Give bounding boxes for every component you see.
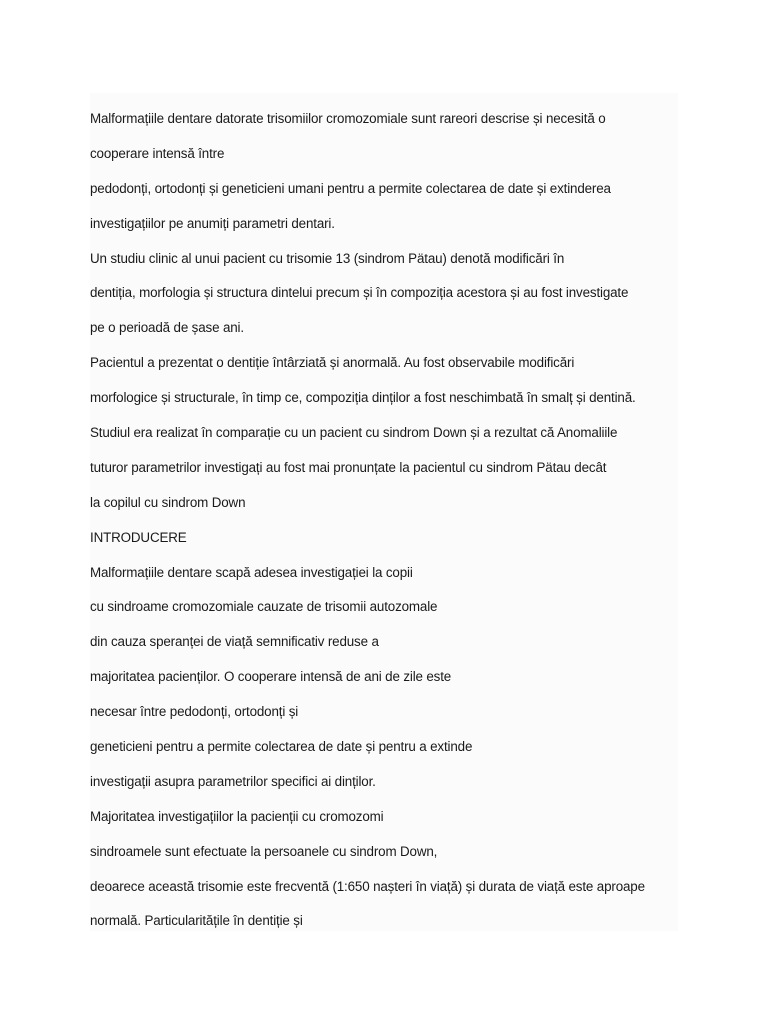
text-line: morfologice și structurale, în timp ce, compoziția dinților a fost neschimbată în smalț și dentină.: [90, 390, 636, 406]
text-line: din cauza speranței de viață semnificativ reduse a: [90, 634, 379, 650]
text-line: Pacientul a prezentat o dentiție întârziată și anormală. Au fost observabile modificări: [90, 355, 575, 371]
text-line: cooperare intensă între: [90, 145, 225, 161]
text-line: deoarece această trisomie este frecventă (1:650 nașteri în viață) și durata de viață este aproape: [90, 878, 645, 894]
text-line: investigațiilor pe anumiți parametri dentari.: [90, 215, 335, 231]
text-line: necesar între pedodonți, ortodonți și: [90, 704, 299, 720]
text-line: pe o perioadă de șase ani.: [90, 320, 244, 336]
text-lines: [90, 105, 645, 942]
text-line: Un studiu clinic al unui pacient cu trisomie 13 (sindrom Pätau) denotă modificări în: [90, 250, 565, 266]
text-line: dentiția, morfologia și structura dintelui precum și în compoziția acestora și au fost investigate: [90, 285, 629, 301]
text-line: geneticieni pentru a permite colectarea de date și pentru a extinde: [90, 739, 473, 755]
text-line: investigații asupra parametrilor specifici ai dinților.: [90, 773, 376, 789]
text-line: Malformațiile dentare scapă adesea investigației la copii: [90, 564, 413, 580]
text-line: cu sindroame cromozomiale cauzate de trisomii autozomale: [90, 599, 438, 615]
text-line: tuturor parametrilor investigați au fost mai pronunțate la pacientul cu sindrom Pätau decât: [90, 459, 607, 475]
text-block: [90, 93, 678, 931]
section-heading: INTRODUCERE: [90, 529, 187, 545]
text-line: pedodonți, ortodonți și geneticieni umani pentru a permite colectarea de date și extinderea: [90, 180, 611, 196]
text-line: Studiul era realizat în comparație cu un pacient cu sindrom Down și a rezultat că Anomaliile: [90, 425, 618, 441]
text-line: la copilul cu sindrom Down: [90, 494, 246, 510]
text-line: majoritatea pacienților. O cooperare intensă de ani de zile este: [90, 669, 452, 685]
text-line: sindroamele sunt efectuate la persoanele cu sindrom Down,: [90, 843, 438, 859]
text-line: normală. Particularitățile în dentiție și: [90, 913, 303, 929]
text-line: Malformațiile dentare datorate trisomiilor cromozomiale sunt rareori descrise și necesită o: [90, 111, 606, 126]
text-line: Majoritatea investigațiilor la pacienții cu cromozomi: [90, 808, 384, 824]
